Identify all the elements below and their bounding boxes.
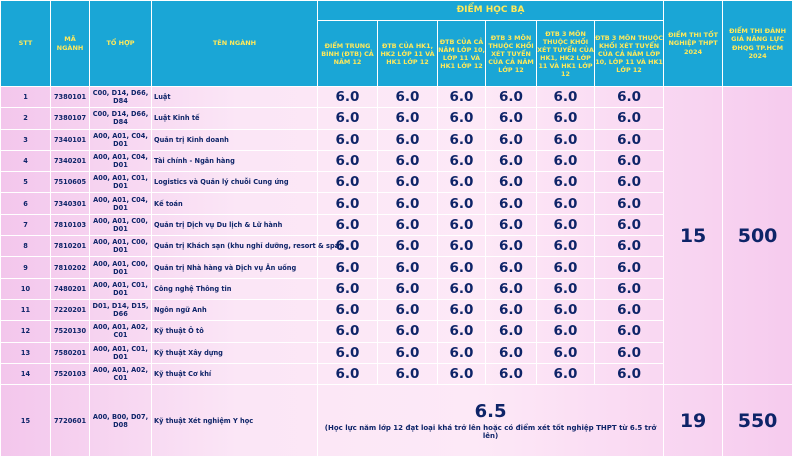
- header-dgnl: ĐIỂM THI ĐÁNH GIÁ NĂNG LỰC ĐHQG TP.HCM 2024: [723, 1, 793, 87]
- cell-to-hop: A00, A01, C04, D01: [90, 150, 152, 171]
- cell-ten-nganh: Tài chính - Ngân hàng: [152, 150, 318, 171]
- cell-ten-nganh: Luật: [152, 87, 318, 108]
- cell-score: 6.0: [318, 236, 378, 257]
- cell-score: 6.0: [438, 150, 486, 171]
- cell-score: 6.0: [595, 172, 664, 193]
- cell-ma-nganh: 7220201: [51, 299, 90, 320]
- cell-score: 6.0: [537, 214, 595, 235]
- cell-score: 6.0: [595, 363, 664, 384]
- cell-ma-nganh: 7810201: [51, 236, 90, 257]
- cell-stt: 10: [1, 278, 51, 299]
- cell-to-hop: C00, D14, D66, D84: [90, 87, 152, 108]
- cell-hoc-ba-merged: [318, 385, 664, 457]
- cell-score: 6.0: [318, 321, 378, 342]
- cell-stt: 15: [1, 385, 51, 457]
- cell-to-hop: A00, A01, C00, D01: [90, 236, 152, 257]
- cell-score: 6.0: [438, 278, 486, 299]
- cell-ten-nganh: Kỹ thuật Xét nghiệm Y học: [152, 385, 318, 457]
- cell-score: 6.0: [595, 129, 664, 150]
- cell-dgnl-merged: 500: [723, 87, 793, 385]
- cell-score: 6.0: [537, 236, 595, 257]
- cell-ma-nganh: 7340201: [51, 150, 90, 171]
- cell-score: 6.0: [318, 214, 378, 235]
- cell-stt: 3: [1, 129, 51, 150]
- cell-score: 6.0: [378, 342, 438, 363]
- cell-stt: 14: [1, 363, 51, 384]
- cell-score: 6.0: [595, 321, 664, 342]
- cell-score: 6.0: [378, 172, 438, 193]
- cell-score: 6.0: [537, 299, 595, 320]
- cell-score: 6.0: [378, 278, 438, 299]
- cell-ten-nganh: Kỹ thuật Ô tô: [152, 321, 318, 342]
- cell-score: 6.0: [537, 193, 595, 214]
- cell-ma-nganh: 7340101: [51, 129, 90, 150]
- cell-score: 6.0: [438, 129, 486, 150]
- cell-ma-nganh: 7580201: [51, 342, 90, 363]
- cell-score: 6.0: [318, 87, 378, 108]
- cell-score: 6.0: [595, 257, 664, 278]
- cell-to-hop: A00, A01, C00, D01: [90, 214, 152, 235]
- cell-stt: 9: [1, 257, 51, 278]
- table-row-last: [1, 385, 793, 457]
- cell-score: 6.0: [378, 193, 438, 214]
- cell-score: 6.0: [537, 363, 595, 384]
- cell-ten-nganh: Công nghệ Thông tin: [152, 278, 318, 299]
- cell-score: 6.0: [486, 278, 537, 299]
- cell-score: 6.0: [378, 108, 438, 129]
- cell-score: 6.0: [537, 150, 595, 171]
- cell-score: 6.0: [537, 87, 595, 108]
- cell-ma-nganh: 7720601: [51, 385, 90, 457]
- cell-score: 6.0: [486, 257, 537, 278]
- cell-score: 6.0: [438, 214, 486, 235]
- cell-score: 6.0: [486, 299, 537, 320]
- cell-score: 6.0: [318, 278, 378, 299]
- cell-ma-nganh: 7810202: [51, 257, 90, 278]
- cell-score: 6.0: [438, 172, 486, 193]
- cell-score: 6.0: [486, 363, 537, 384]
- header-sub-5: ĐTB 3 MÔN THUỘC KHỐI XÉT TUYỂN CỦA HK1, HK2 LỚP 11 VÀ HK1 LỚP 12: [537, 21, 595, 87]
- header-hoc-ba: ĐIỂM HỌC BẠ: [318, 1, 664, 21]
- cell-score: 6.0: [318, 172, 378, 193]
- cell-to-hop: A00, A01, A02, C01: [90, 321, 152, 342]
- cell-score: 6.0: [537, 278, 595, 299]
- cell-score: 6.0: [438, 299, 486, 320]
- cell-score: 6.0: [486, 129, 537, 150]
- cell-score: 6.0: [378, 87, 438, 108]
- cell-score: 6.0: [595, 87, 664, 108]
- cell-score: 6.0: [595, 299, 664, 320]
- cell-score: 6.0: [378, 129, 438, 150]
- cell-to-hop: A00, A01, C04, D01: [90, 129, 152, 150]
- cell-score: 6.0: [378, 299, 438, 320]
- cell-stt: 8: [1, 236, 51, 257]
- cell-score: 6.0: [537, 321, 595, 342]
- cell-score: 6.0: [486, 172, 537, 193]
- cell-ten-nganh: Kế toán: [152, 193, 318, 214]
- cell-score: 6.0: [318, 150, 378, 171]
- cell-score: 6.0: [595, 108, 664, 129]
- cell-ma-nganh: 7810103: [51, 214, 90, 235]
- cell-score: 6.0: [438, 342, 486, 363]
- cell-score: 6.0: [486, 108, 537, 129]
- cell-score: 6.0: [595, 236, 664, 257]
- cell-stt: 6: [1, 193, 51, 214]
- cell-ma-nganh: 7480201: [51, 278, 90, 299]
- header-ten-nganh: TÊN NGÀNH: [152, 1, 318, 87]
- cell-score: 6.0: [378, 321, 438, 342]
- cell-score: 6.0: [318, 193, 378, 214]
- cell-score: 6.0: [378, 236, 438, 257]
- cell-score: 6.0: [595, 193, 664, 214]
- cell-score: 6.0: [595, 214, 664, 235]
- cell-score: 6.0: [438, 193, 486, 214]
- cell-score: 6.0: [537, 172, 595, 193]
- cell-score: 6.0: [318, 129, 378, 150]
- cell-score: 6.0: [438, 236, 486, 257]
- cell-ten-nganh: Ngôn ngữ Anh: [152, 299, 318, 320]
- cell-ten-nganh: Quản trị Khách sạn (khu nghỉ dưỡng, resort & spa): [152, 236, 318, 257]
- cell-stt: 7: [1, 214, 51, 235]
- cell-to-hop: A00, A01, C01, D01: [90, 172, 152, 193]
- table-body: [1, 87, 793, 457]
- cell-score: 6.0: [378, 363, 438, 384]
- header-sub-3: ĐTB CỦA CẢ NĂM LỚP 10, LỚP 11 VÀ HK1 LỚP 12: [438, 21, 486, 87]
- cell-to-hop: A00, A01, A02, C01: [90, 363, 152, 384]
- cell-ten-nganh: Kỹ thuật Cơ khí: [152, 363, 318, 384]
- cell-score: 6.0: [438, 87, 486, 108]
- cell-score: 6.0: [378, 150, 438, 171]
- cell-score: 6.0: [537, 342, 595, 363]
- cell-ma-nganh: 7510605: [51, 172, 90, 193]
- header-sub-6: ĐTB 3 MÔN THUỘC KHỐI XÉT TUYỂN CỦA CẢ NĂM LỚP 10, LỚP 11 VÀ HK1 LỚP 12: [595, 21, 664, 87]
- cell-to-hop: A00, A01, C04, D01: [90, 193, 152, 214]
- cell-score: 6.0: [318, 108, 378, 129]
- cell-score: 6.0: [318, 363, 378, 384]
- header-sub-4: ĐTB 3 MÔN THUỘC KHỐI XÉT TUYỂN CỦA CẢ NĂM LỚP 12: [486, 21, 537, 87]
- cell-score: 6.0: [438, 108, 486, 129]
- header-stt: STT: [1, 1, 51, 87]
- cell-to-hop: D01, D14, D15, D66: [90, 299, 152, 320]
- cell-stt: 13: [1, 342, 51, 363]
- cell-score: 6.0: [318, 299, 378, 320]
- cell-score: 6.0: [318, 257, 378, 278]
- cell-score: 6.0: [537, 108, 595, 129]
- header-to-hop: TỔ HỢP: [90, 1, 152, 87]
- cell-score: 6.0: [595, 150, 664, 171]
- cell-ten-nganh: Quản trị Nhà hàng và Dịch vụ Ăn uống: [152, 257, 318, 278]
- cell-ma-nganh: 7520130: [51, 321, 90, 342]
- cell-ma-nganh: 7340301: [51, 193, 90, 214]
- cell-to-hop: C00, D14, D66, D84: [90, 108, 152, 129]
- cell-score: 6.0: [318, 342, 378, 363]
- cell-score: 6.0: [438, 363, 486, 384]
- cell-ma-nganh: 7380101: [51, 87, 90, 108]
- cell-ten-nganh: Quản trị Kinh doanh: [152, 129, 318, 150]
- cell-ma-nganh: 7380107: [51, 108, 90, 129]
- cell-thpt-merged: 15: [664, 87, 723, 385]
- cell-stt: 1: [1, 87, 51, 108]
- cell-score: 6.0: [486, 150, 537, 171]
- header-sub-1: ĐIỂM TRUNG BÌNH (ĐTB) CẢ NĂM 12: [318, 21, 378, 87]
- cell-stt: 5: [1, 172, 51, 193]
- cell-score: 6.0: [486, 214, 537, 235]
- merged-note: (Học lực năm lớp 12 đạt loại khá trở lên hoặc có điểm xét tốt nghiệp THPT từ 6.5 trở lên): [324, 424, 657, 441]
- cell-score: 6.0: [486, 193, 537, 214]
- cell-stt: 12: [1, 321, 51, 342]
- cell-score: 6.0: [378, 214, 438, 235]
- cell-score: 6.0: [378, 257, 438, 278]
- cell-to-hop: A00, B00, D07, D08: [90, 385, 152, 457]
- cell-score: 6.0: [486, 236, 537, 257]
- cell-score: 6.0: [486, 87, 537, 108]
- cell-ma-nganh: 7520103: [51, 363, 90, 384]
- cell-to-hop: A00, A01, C01, D01: [90, 278, 152, 299]
- table-row: [1, 87, 793, 108]
- cell-ten-nganh: Luật Kinh tế: [152, 108, 318, 129]
- cell-thpt: 19: [664, 385, 723, 457]
- cell-score: 6.0: [537, 129, 595, 150]
- cell-score: 6.0: [486, 321, 537, 342]
- header-sub-2: ĐTB CỦA HK1, HK2 LỚP 11 VÀ HK1 LỚP 12: [378, 21, 438, 87]
- cell-score: 6.0: [595, 278, 664, 299]
- cell-score: 6.0: [438, 321, 486, 342]
- cell-to-hop: A00, A01, C00, D01: [90, 257, 152, 278]
- cell-score: 6.0: [438, 257, 486, 278]
- cell-score: 6.0: [595, 342, 664, 363]
- cell-ten-nganh: Logistics và Quản lý chuỗi Cung ứng: [152, 172, 318, 193]
- cell-stt: 2: [1, 108, 51, 129]
- cell-stt: 11: [1, 299, 51, 320]
- cell-score: 6.0: [486, 342, 537, 363]
- cell-dgnl: 550: [723, 385, 793, 457]
- cell-score: 6.0: [537, 257, 595, 278]
- header-thpt: ĐIỂM THI TỐT NGHIỆP THPT 2024: [664, 1, 723, 87]
- cell-ten-nganh: Kỹ thuật Xây dựng: [152, 342, 318, 363]
- cell-ten-nganh: Quản trị Dịch vụ Du lịch & Lữ hành: [152, 214, 318, 235]
- merged-score: 6.5: [474, 400, 507, 422]
- cell-stt: 4: [1, 150, 51, 171]
- cell-to-hop: A00, A01, C01, D01: [90, 342, 152, 363]
- header-ma-nganh: MÃ NGÀNH: [51, 1, 90, 87]
